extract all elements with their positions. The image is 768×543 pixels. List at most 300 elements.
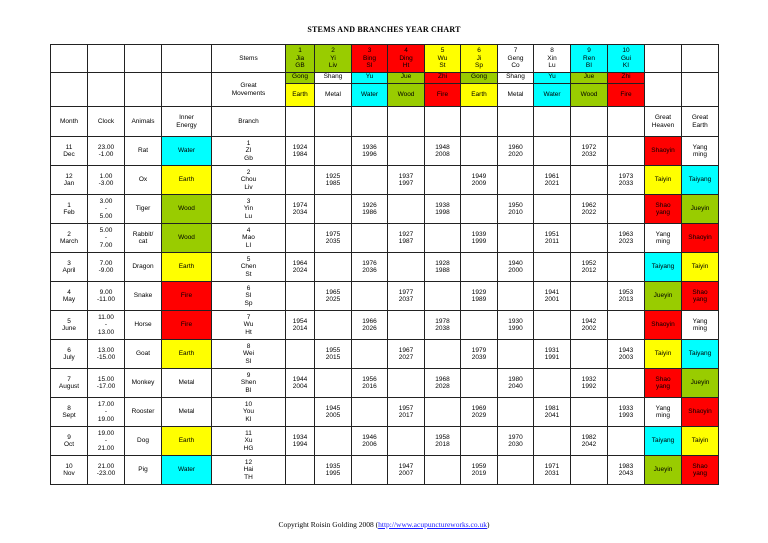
branch-cell-text: 10 You KI — [243, 400, 254, 423]
column-header-branch — [212, 107, 286, 137]
great-earth-cell — [682, 427, 719, 456]
year-cell-text: 1980 2040 — [508, 375, 523, 390]
branch-cell-text: 12 Hai TH — [243, 458, 254, 481]
year-cell — [608, 398, 645, 427]
year-cell — [352, 166, 388, 195]
stem-10-text: 10 Gui KI — [620, 47, 632, 70]
year-cell-text: 1939 1999 — [471, 230, 487, 245]
header-blank-cell — [88, 45, 125, 73]
month-cell — [51, 282, 88, 311]
great-heaven-cell-text: Taiyin — [654, 350, 672, 358]
year-header-blank — [315, 107, 352, 137]
great-heaven-cell-text: Yang ming — [655, 230, 671, 245]
year-cell-text: 1966 2026 — [362, 317, 377, 332]
year-cell-text: 1963 2023 — [618, 230, 634, 245]
great-heaven-cell — [645, 137, 682, 166]
inner-energy-cell — [162, 340, 212, 369]
animal-cell — [125, 195, 162, 224]
year-cell — [388, 311, 425, 340]
year-cell-text: 1955 2015 — [325, 346, 341, 361]
clock-cell-text: 7.00 -9.00 — [98, 259, 114, 274]
year-cell — [571, 282, 608, 311]
month-cell-text: 1 Feb — [63, 201, 75, 216]
year-cell — [608, 253, 645, 282]
year-cell-text: 1982 2042 — [581, 433, 597, 448]
branch-cell-text: 7 Wu Ht — [243, 313, 254, 336]
header-blank-cell — [51, 73, 88, 107]
branch-cell — [212, 224, 286, 253]
movement-element-2: Metal — [315, 84, 351, 106]
animal-cell-text: Horse — [134, 321, 152, 329]
inner-energy-cell — [162, 427, 212, 456]
year-cell — [608, 282, 645, 311]
year-cell — [608, 369, 645, 398]
great-earth-cell — [682, 456, 719, 485]
great-heaven-cell — [645, 166, 682, 195]
animal-cell — [125, 340, 162, 369]
branch-cell — [212, 427, 286, 456]
year-cell-text: 1950 2010 — [508, 201, 523, 216]
year-cell — [286, 224, 315, 253]
header-blank-cell — [162, 45, 212, 73]
year-cell-text: 1967 2027 — [398, 346, 414, 361]
year-cell — [286, 369, 315, 398]
year-cell — [534, 282, 571, 311]
column-header-branch-text: Branch — [238, 117, 259, 125]
year-cell-text: 1949 2009 — [471, 172, 487, 187]
great-heaven-cell-text: Yang ming — [655, 404, 671, 419]
year-cell-text: 1938 1998 — [435, 201, 450, 216]
animal-cell-text: Rabbit/ cat — [132, 230, 154, 245]
great-earth-cell-text: Taiyang — [688, 350, 712, 358]
column-header-great-heaven — [645, 107, 682, 137]
month-cell — [51, 137, 88, 166]
year-cell — [352, 398, 388, 427]
year-cell — [388, 195, 425, 224]
page-title: STEMS AND BRANCHES YEAR CHART — [307, 25, 461, 34]
stems-label-text: Stems — [239, 54, 258, 62]
clock-cell-text: 1.00 -3.00 — [98, 172, 114, 187]
inner-energy-cell-text: Earth — [178, 437, 195, 445]
branch-sound-10: Zhi — [608, 73, 644, 84]
month-cell — [51, 224, 88, 253]
year-cell-text: 1961 2021 — [544, 172, 560, 187]
animal-cell — [125, 253, 162, 282]
year-cell-text: 1942 2002 — [581, 317, 597, 332]
animal-cell — [125, 224, 162, 253]
year-cell — [352, 427, 388, 456]
year-cell-text: 1979 2039 — [471, 346, 487, 361]
column-header-inner-energy — [162, 107, 212, 137]
great-earth-cell — [682, 137, 719, 166]
year-cell — [425, 427, 461, 456]
month-cell-text: 5 June — [61, 317, 77, 332]
inner-energy-cell — [162, 137, 212, 166]
year-cell — [498, 456, 534, 485]
year-cell — [315, 427, 352, 456]
header-blank-cell — [645, 45, 682, 73]
clock-cell — [88, 398, 125, 427]
year-cell — [608, 195, 645, 224]
great-earth-cell — [682, 398, 719, 427]
stem-2 — [315, 45, 352, 73]
header-blank-cell — [682, 45, 719, 73]
month-cell — [51, 456, 88, 485]
inner-energy-cell-text: Earth — [178, 176, 195, 184]
great-earth-cell-text: Taiyang — [688, 176, 712, 184]
year-cell — [388, 340, 425, 369]
animal-cell-text: Ox — [138, 176, 148, 184]
stem-8 — [534, 45, 571, 73]
year-cell — [608, 456, 645, 485]
year-cell — [571, 456, 608, 485]
great-heaven-cell-text: Shaoyin — [651, 321, 675, 329]
year-cell — [461, 253, 498, 282]
year-cell-text: 1965 2025 — [325, 288, 341, 303]
stems-label — [212, 45, 286, 73]
great-earth-cell — [682, 311, 719, 340]
great-heaven-cell — [645, 282, 682, 311]
column-header-month-text: Month — [59, 117, 79, 125]
table-row — [51, 340, 719, 369]
month-cell-text: 12 Jan — [63, 172, 75, 187]
great-heaven-cell — [645, 340, 682, 369]
inner-energy-cell-text: Metal — [178, 379, 195, 387]
movement-element-3: Water — [352, 84, 387, 106]
year-cell — [388, 427, 425, 456]
month-cell-text: 7 August — [58, 375, 80, 390]
great-heaven-cell — [645, 224, 682, 253]
year-cell — [425, 311, 461, 340]
branch-cell-text: 4 Mao LI — [242, 226, 255, 249]
year-cell-text: 1926 1986 — [362, 201, 377, 216]
year-cell — [388, 398, 425, 427]
year-cell-text: 1937 1997 — [398, 172, 414, 187]
branch-sound-4: Jue — [388, 73, 424, 84]
branch-cell — [212, 137, 286, 166]
column-header-animals — [125, 107, 162, 137]
year-cell — [608, 224, 645, 253]
great-heaven-cell-text: Shao yang — [655, 375, 671, 390]
month-cell — [51, 166, 88, 195]
movement-8 — [534, 73, 571, 107]
website-link[interactable]: http://www.acupunctureworks.co.uk — [378, 520, 487, 529]
great-earth-cell-text: Shaoyin — [688, 234, 712, 242]
column-header-clock-text: Clock — [97, 117, 115, 125]
year-cell — [571, 398, 608, 427]
year-cell-text: 1960 2020 — [508, 143, 523, 158]
year-cell — [534, 398, 571, 427]
branch-sound-3: Yu — [352, 73, 387, 84]
movement-4 — [388, 73, 425, 107]
year-cell — [534, 340, 571, 369]
year-cell-text: 1924 1984 — [292, 143, 308, 158]
table-row — [51, 166, 719, 195]
year-cell — [425, 253, 461, 282]
inner-energy-cell — [162, 311, 212, 340]
clock-cell — [88, 427, 125, 456]
year-cell-text: 1935 1995 — [325, 462, 341, 477]
clock-cell — [88, 340, 125, 369]
year-cell — [286, 282, 315, 311]
great-heaven-cell — [645, 369, 682, 398]
inner-energy-cell — [162, 224, 212, 253]
inner-energy-cell-text: Fire — [180, 292, 193, 300]
movement-3 — [352, 73, 388, 107]
header-blank-cell — [645, 73, 682, 107]
year-header-blank — [571, 107, 608, 137]
year-cell — [286, 340, 315, 369]
year-cell — [534, 137, 571, 166]
year-cell — [498, 282, 534, 311]
stem-6-text: 6 Ji Sp — [475, 47, 483, 70]
year-cell — [388, 166, 425, 195]
table-row — [51, 398, 719, 427]
year-cell — [286, 311, 315, 340]
stem-5 — [425, 45, 461, 73]
year-cell-text: 1933 1993 — [618, 404, 634, 419]
stems-branches-table — [50, 44, 719, 485]
year-cell-text: 1969 2029 — [471, 404, 487, 419]
branch-cell-text: 1 ZI Gb — [244, 139, 253, 162]
great-earth-cell — [682, 282, 719, 311]
great-heaven-cell — [645, 398, 682, 427]
great-earth-cell — [682, 253, 719, 282]
stem-6 — [461, 45, 498, 73]
great-earth-cell-text: Jueyin — [690, 379, 710, 387]
year-cell-text: 1970 2030 — [508, 433, 523, 448]
great-earth-cell-text: Taiyin — [691, 437, 709, 445]
branch-sound-9: Jue — [571, 73, 607, 84]
stem-3-text: 3 Bing SI — [362, 47, 376, 70]
movement-element-1: Earth — [286, 84, 314, 106]
great-heaven-cell-text: Taiyin — [654, 176, 672, 184]
table-row — [51, 369, 719, 398]
animal-cell-text: Rooster — [131, 408, 155, 416]
year-cell — [498, 137, 534, 166]
branch-cell-text: 8 Wei SI — [242, 342, 255, 365]
inner-energy-cell — [162, 456, 212, 485]
stem-1-text: 1 Jia GB — [295, 47, 305, 70]
branch-cell-text: 3 Yin Lu — [243, 197, 254, 220]
animal-cell-text: Snake — [133, 292, 153, 300]
year-cell-text: 1972 2032 — [581, 143, 597, 158]
year-cell-text: 1962 2022 — [581, 201, 597, 216]
year-cell — [315, 311, 352, 340]
year-cell-text: 1952 2012 — [581, 259, 597, 274]
year-cell — [315, 340, 352, 369]
year-cell — [315, 369, 352, 398]
movement-element-9: Wood — [571, 84, 607, 106]
table-row — [51, 282, 719, 311]
year-cell — [571, 137, 608, 166]
year-cell — [534, 253, 571, 282]
year-cell-text: 1927 1987 — [398, 230, 414, 245]
animal-cell-text: Rat — [137, 147, 149, 155]
stem-8-text: 8 Xin Lu — [547, 47, 557, 70]
year-cell — [388, 253, 425, 282]
column-header-clock — [88, 107, 125, 137]
branch-sound-8: Yu — [534, 73, 570, 84]
year-cell — [534, 224, 571, 253]
clock-cell — [88, 195, 125, 224]
year-cell — [461, 166, 498, 195]
year-cell — [352, 195, 388, 224]
stem-3 — [352, 45, 388, 73]
stem-2-text: 2 Yi Liv — [328, 47, 338, 70]
year-cell — [461, 311, 498, 340]
branch-cell-text: 2 Chou Liv — [240, 168, 257, 191]
clock-cell-text: 19.00 - 21.00 — [97, 429, 115, 452]
year-cell — [425, 456, 461, 485]
clock-cell-text: 13.00 -15.00 — [96, 346, 116, 361]
inner-energy-cell-text: Wood — [178, 205, 195, 213]
copyright-text: Copyright Roisin Golding 2008 ( — [278, 520, 379, 529]
year-cell — [352, 311, 388, 340]
movement-element-5: Fire — [425, 84, 460, 106]
year-cell — [571, 166, 608, 195]
animal-cell — [125, 456, 162, 485]
year-cell — [352, 456, 388, 485]
great-heaven-cell — [645, 253, 682, 282]
year-cell-text: 1971 2031 — [544, 462, 560, 477]
month-cell — [51, 398, 88, 427]
year-cell — [571, 311, 608, 340]
table-row — [51, 195, 719, 224]
header-blank-cell — [88, 73, 125, 107]
table-row — [51, 311, 719, 340]
year-cell — [571, 340, 608, 369]
year-cell-text: 1977 2037 — [398, 288, 414, 303]
branch-cell-text: 11 Xu HG — [243, 429, 254, 452]
inner-energy-cell-text: Metal — [178, 408, 195, 416]
year-cell-text: 1945 2005 — [325, 404, 341, 419]
year-cell-text: 1925 1985 — [325, 172, 341, 187]
month-cell-text: 6 July — [63, 346, 75, 361]
year-cell-text: 1947 2007 — [398, 462, 414, 477]
copyright-footer — [0, 520, 768, 529]
great-heaven-cell-text: Jueyin — [653, 466, 673, 474]
year-cell — [461, 398, 498, 427]
column-header-great-earth-text: Great Earth — [691, 114, 709, 129]
year-cell — [608, 427, 645, 456]
table-row — [51, 224, 719, 253]
year-cell — [352, 282, 388, 311]
branch-cell — [212, 195, 286, 224]
branch-cell — [212, 311, 286, 340]
great-earth-cell-text: Yang ming — [692, 317, 708, 332]
great-earth-cell-text: Shaoyin — [688, 408, 712, 416]
year-cell-text: 1936 1996 — [362, 143, 377, 158]
year-cell — [425, 369, 461, 398]
year-cell-text: 1957 2017 — [398, 404, 414, 419]
animal-cell-text: Tiger — [135, 205, 151, 213]
month-cell-text: 8 Sept — [62, 404, 76, 419]
year-cell — [315, 456, 352, 485]
table-row — [51, 253, 719, 282]
year-cell — [425, 224, 461, 253]
branch-cell — [212, 253, 286, 282]
year-cell — [352, 369, 388, 398]
year-cell — [425, 282, 461, 311]
clock-cell-text: 5.00 - 7.00 — [99, 226, 113, 249]
column-header-inner-energy-text: Inner Energy — [176, 114, 197, 129]
year-cell-text: 1983 2043 — [618, 462, 634, 477]
inner-energy-cell — [162, 195, 212, 224]
year-cell-text: 1964 2024 — [292, 259, 308, 274]
movement-2 — [315, 73, 352, 107]
inner-energy-cell — [162, 398, 212, 427]
year-cell-text: 1930 1990 — [508, 317, 523, 332]
branch-cell — [212, 369, 286, 398]
great-heaven-cell-text: Taiyang — [651, 263, 675, 271]
year-cell — [388, 456, 425, 485]
year-cell-text: 1940 2000 — [508, 259, 523, 274]
inner-energy-cell-text: Water — [177, 147, 196, 155]
animal-cell — [125, 166, 162, 195]
year-cell — [498, 311, 534, 340]
year-header-blank — [534, 107, 571, 137]
great-earth-cell — [682, 369, 719, 398]
year-cell — [315, 224, 352, 253]
year-cell — [608, 340, 645, 369]
year-cell — [461, 137, 498, 166]
header-blank-cell — [162, 73, 212, 107]
great-movements-label — [212, 73, 286, 107]
great-heaven-cell — [645, 195, 682, 224]
animal-cell — [125, 427, 162, 456]
animal-cell-text: Dog — [137, 437, 149, 445]
great-heaven-cell-text: Jueyin — [653, 292, 673, 300]
year-cell-text: 1946 2006 — [362, 433, 377, 448]
movement-element-10: Fire — [608, 84, 644, 106]
year-cell-text: 1958 2018 — [435, 433, 450, 448]
year-cell-text: 1944 2004 — [292, 375, 308, 390]
year-cell-text: 1975 2035 — [325, 230, 341, 245]
year-cell — [286, 427, 315, 456]
month-cell — [51, 253, 88, 282]
great-heaven-cell — [645, 311, 682, 340]
animal-cell-text: Dragon — [132, 263, 154, 271]
year-cell-text: 1931 1991 — [544, 346, 560, 361]
clock-cell-text: 17.00 - 19.00 — [97, 400, 115, 423]
animal-cell — [125, 369, 162, 398]
clock-cell — [88, 224, 125, 253]
year-cell — [534, 311, 571, 340]
table-row — [51, 456, 719, 485]
year-cell — [461, 369, 498, 398]
inner-energy-cell-text: Fire — [180, 321, 193, 329]
branch-cell — [212, 340, 286, 369]
clock-cell — [88, 253, 125, 282]
great-movements-label-text: Great Movements — [231, 82, 266, 97]
year-cell-text: 1932 1992 — [581, 375, 597, 390]
year-cell — [315, 253, 352, 282]
branch-sound-6: Gong — [461, 73, 497, 84]
year-header-blank — [425, 107, 461, 137]
great-earth-cell-text: Jueyin — [690, 205, 710, 213]
branch-cell — [212, 456, 286, 485]
clock-cell-text: 3.00 - 5.00 — [99, 197, 113, 220]
stem-10 — [608, 45, 645, 73]
great-heaven-cell — [645, 456, 682, 485]
year-cell — [315, 137, 352, 166]
animal-cell — [125, 282, 162, 311]
stem-5-text: 5 Wu St — [437, 47, 448, 70]
year-cell — [461, 195, 498, 224]
month-cell-text: 11 Dec — [63, 143, 75, 158]
year-cell — [388, 282, 425, 311]
